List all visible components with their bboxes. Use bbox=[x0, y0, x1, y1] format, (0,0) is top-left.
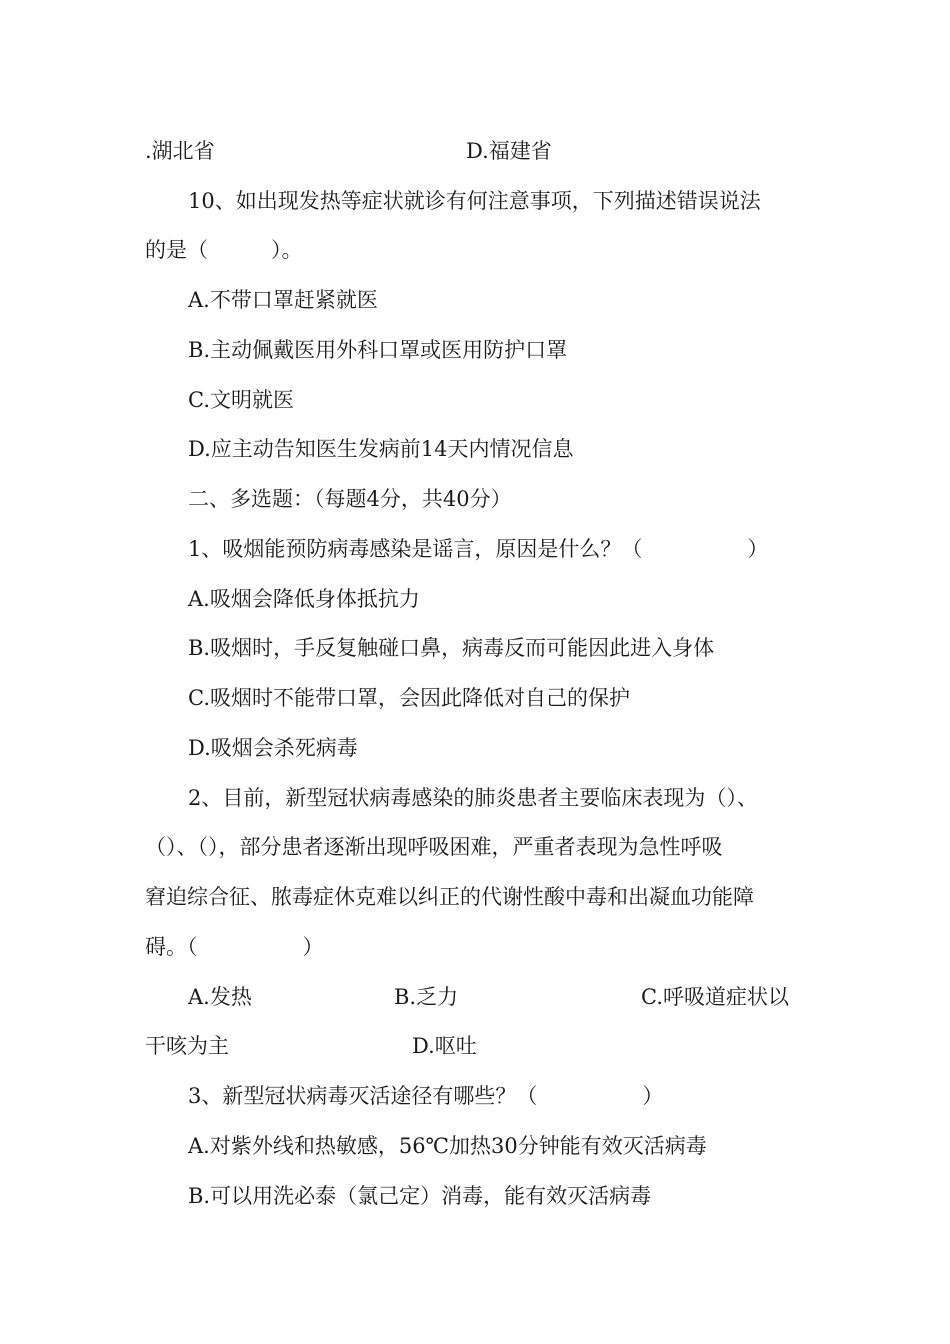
mq1-option-b: B.吸烟时，手反复触碰口鼻，病毒反而可能因此进入身体 bbox=[188, 636, 715, 660]
mq2-stem-line4: 碍。（ ） bbox=[145, 935, 324, 959]
q10-option-c: C.文明就医 bbox=[188, 388, 294, 412]
mq2-stem-line3: 窘迫综合征、脓毒症休克难以纠正的代谢性酸中毒和出凝血功能障 bbox=[145, 885, 754, 909]
q10-option-a: A.不带口罩赶紧就医 bbox=[188, 288, 378, 312]
mq2-stem-line1: 2、目前，新型冠状病毒感染的肺炎患者主要临床表现为（）、 bbox=[188, 786, 758, 810]
mq2-stem-line2: （）、（），部分患者逐渐出现呼吸困难，严重者表现为急性呼吸 bbox=[145, 835, 723, 859]
mq1-stem: 1、吸烟能预防病毒感染是谣言，原因是什么？（ ） bbox=[188, 537, 769, 561]
q9-options-row bbox=[145, 131, 805, 171]
mq3-option-a: A.对紫外线和热敏感，56℃加热30分钟能有效灭活病毒 bbox=[188, 1134, 707, 1158]
mq2-options-row2 bbox=[145, 1026, 805, 1066]
mq2-option-b: B.乏力 bbox=[394, 985, 459, 1009]
section2-heading: 二、多选题：（每题4分，共40分） bbox=[188, 487, 512, 511]
q9-option-d: D.福建省 bbox=[466, 139, 552, 163]
mq1-option-d: D.吸烟会杀死病毒 bbox=[188, 736, 358, 760]
mq2-option-a: A.发热 bbox=[188, 985, 252, 1009]
mq3-option-b: B.可以用洗必泰（氯己定）消毒，能有效灭活病毒 bbox=[188, 1184, 652, 1208]
mq1-option-a: A.吸烟会降低身体抵抗力 bbox=[188, 587, 420, 611]
q10-option-d: D.应主动告知医生发病前14天内情况信息 bbox=[188, 437, 574, 461]
mq2-option-d: D.呕吐 bbox=[412, 1034, 477, 1058]
mq2-options-row1 bbox=[188, 977, 805, 1017]
q10-stem-line2: 的是（ ）。 bbox=[145, 238, 303, 262]
q9-option-c: .湖北省 bbox=[145, 139, 215, 163]
q10-stem-line1: 10、如出现发热等症状就诊有何注意事项，下列描述错误说法 bbox=[188, 189, 761, 213]
mq1-option-c: C.吸烟时不能带口罩，会因此降低对自己的保护 bbox=[188, 686, 630, 710]
mq2-option-c: C.呼吸道症状以 bbox=[641, 985, 789, 1009]
mq3-stem: 3、新型冠状病毒灭活途径有哪些？（ ） bbox=[188, 1084, 664, 1108]
mq2-option-c-continued: 干咳为主 bbox=[145, 1034, 229, 1058]
q10-option-b: B.主动佩戴医用外科口罩或医用防护口罩 bbox=[188, 338, 568, 362]
